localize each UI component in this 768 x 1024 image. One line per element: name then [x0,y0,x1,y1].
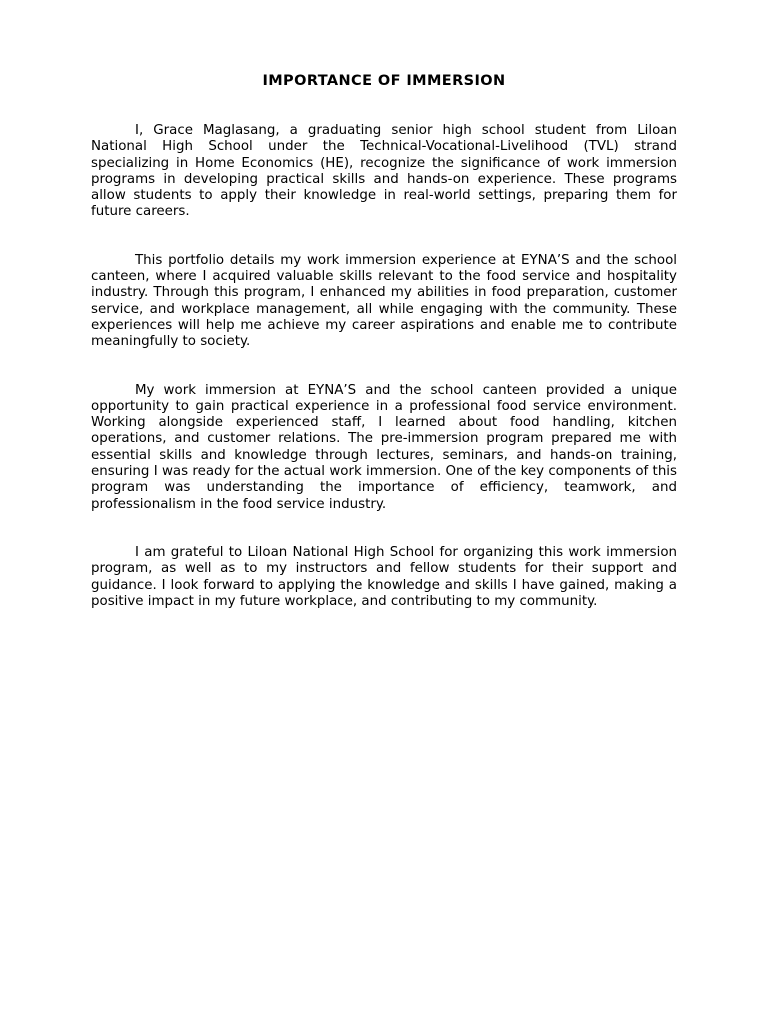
document-page [91,72,677,610]
page-title: IMPORTANCE OF IMMERSION [262,73,506,89]
paragraph-portfolio-details: This portfolio details my work immersion experience at EYNA’S and the school canteen, where I acquired valuable skills relevant to the food service and hospitality industry. Through this program, I enhanced my abilities in food preparation, customer service, and workplace management, all while engaging with the community. These experiences will help me achieve my career aspirations and enable me to contribute meaningfully to society. [91,252,677,350]
paragraph-immersion-experience: My work immersion at EYNA’S and the school canteen provided a unique opportunity to gain practical experience in a professional food service environment. Working alongside experienced staff, I learned about food handling, kitchen operations, and customer relations. The pre-immersion program prepared me with essential skills and knowledge through lectures, seminars, and hands-on training, ensuring I was ready for the actual work immersion. One of the key components of this program was understanding the importance of efficiency, teamwork, and professionalism in the food service industry. [91,382,677,512]
paragraph-introduction: I, Grace Maglasang, a graduating senior high school student from Liloan National High School under the Technical-Vocational-Livelihood (TVL) strand specializing in Home Economics (HE), recognize the significance of work immersion programs in developing practical skills and hands-on experience. These programs allow students to apply their knowledge in real-world settings, preparing them for future careers. [91,123,677,220]
paragraph-gratitude: I am grateful to Liloan National High School for organizing this work immersion program, as well as to my instructors and fellow students for their support and guidance. I look forward to applying the knowledge and skills I have gained, making a positive impact in my future workplace, and contributing to my community. [91,544,677,609]
